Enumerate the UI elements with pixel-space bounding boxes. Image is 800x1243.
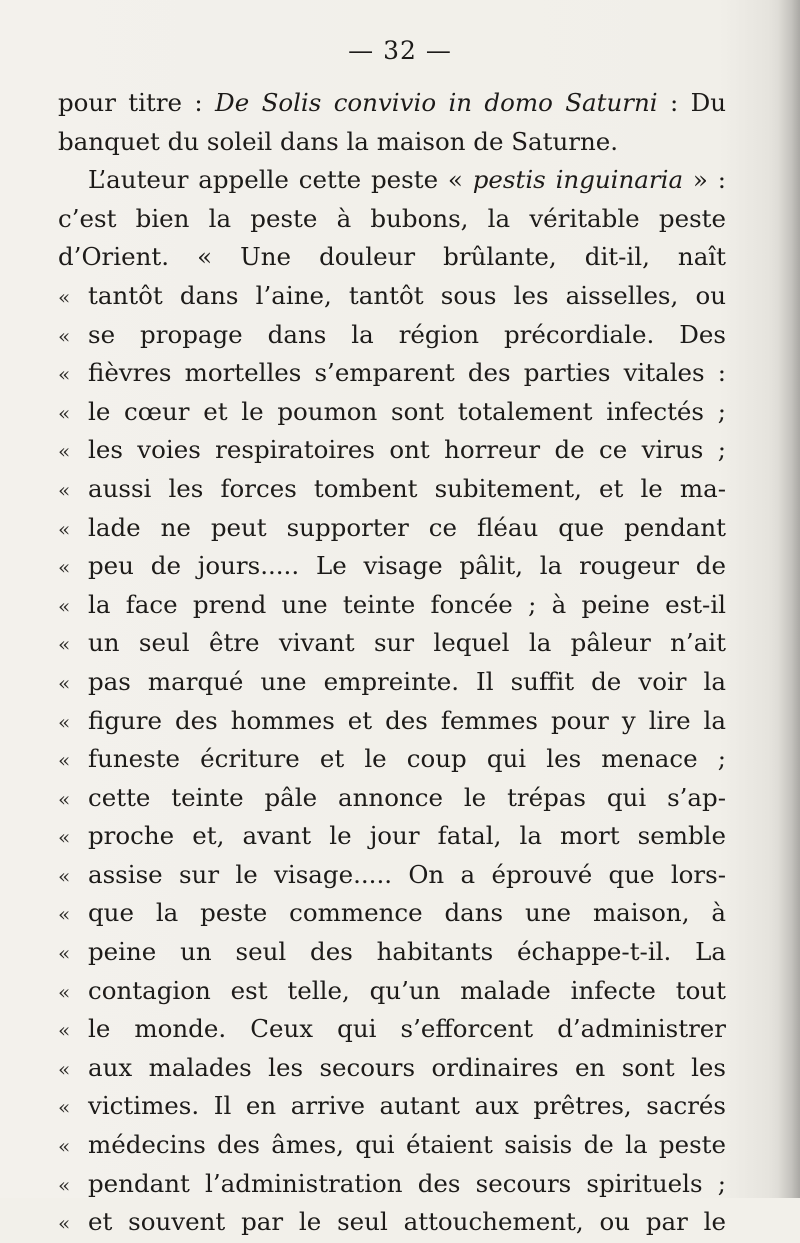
text-run: médecins des âmes, qui étaient saisis de la peste [88, 1130, 726, 1160]
text-run: tantôt dans l’aine, tantôt sous les aisselles, ou [88, 280, 726, 310]
text-run: assise sur le visage..... On a éprouvé que lors- [88, 859, 726, 889]
text-run: cette teinte pâle annonce le trépas qui s’ap- [88, 782, 726, 812]
text-line [58, 470, 726, 509]
text-line [58, 933, 726, 972]
text-line [58, 277, 726, 316]
text-line [58, 393, 726, 432]
quote-mark: « [58, 400, 71, 425]
quote-mark: « [58, 323, 71, 348]
text-line [58, 1126, 726, 1165]
text-line [58, 509, 726, 548]
text-line [58, 702, 726, 741]
text-run: la face prend une teinte foncée ; à peine est-il [88, 589, 726, 619]
text-line [58, 123, 726, 162]
quote-mark: « [58, 1134, 71, 1159]
quote-mark: « [58, 555, 71, 580]
italic-text: De Solis convivio in domo Saturni [215, 88, 658, 117]
text-run: pas marqué une empreinte. Il suffit de voir la [88, 666, 726, 696]
quote-mark: « [58, 632, 71, 657]
quote-mark: « [58, 670, 71, 695]
text-run: figure des hommes et des femmes pour y lire la [88, 705, 726, 735]
text-run: c’est bien la peste à bubons, la véritable peste [58, 203, 726, 233]
text-run: que la peste commence dans une maison, à [88, 898, 726, 928]
text-run: pour titre : [58, 88, 216, 117]
text-line [58, 1049, 726, 1088]
text-line [58, 856, 726, 895]
text-line [58, 1010, 726, 1049]
quote-mark: « [58, 786, 71, 811]
text-run: le cœur et le poumon sont totalement infectés ; [88, 396, 726, 426]
text-run: proche et, avant le jour fatal, la mort semble [88, 821, 726, 851]
quote-mark: « [58, 439, 71, 464]
text-run: et souvent par le seul attouchement, ou par le [88, 1207, 726, 1237]
text-run: banquet du soleil dans la maison de Saturne. [58, 126, 619, 156]
text-line [58, 894, 726, 933]
text-line [58, 161, 726, 200]
quote-mark: « [58, 709, 71, 734]
text-line [58, 972, 726, 1011]
quote-mark: « [58, 1056, 71, 1081]
quote-mark: « [58, 1095, 71, 1120]
quote-mark: « [58, 593, 71, 618]
text-line [58, 1165, 726, 1204]
text-run: aux malades les secours ordinaires en sont les [88, 1052, 726, 1082]
text-run: les voies respiratoires ont horreur de ce virus ; [88, 435, 726, 465]
text-run: L’auteur appelle cette peste « [88, 165, 473, 195]
text-line [58, 84, 726, 123]
page-edge-shadow [778, 0, 800, 1198]
text-run: contagion est telle, qu’un malade infecte tout [88, 975, 726, 1005]
italic-text: pestis inguinaria [472, 165, 684, 195]
text-line [58, 354, 726, 393]
quote-mark: « [58, 979, 71, 1004]
text-line [58, 624, 726, 663]
text-line [58, 817, 726, 856]
text-line [58, 740, 726, 779]
text-run: » : [683, 165, 726, 195]
body-text [58, 84, 726, 1242]
text-run: aussi les forces tombent subitement, et le ma- [88, 473, 726, 503]
quote-mark: « [58, 863, 71, 888]
quote-mark: « [58, 748, 71, 773]
text-run: lade ne peut supporter ce fléau que pendant [88, 512, 726, 542]
quote-mark: « [58, 902, 71, 927]
quote-mark: « [58, 1172, 71, 1197]
text-line [58, 663, 726, 702]
text-line [58, 238, 726, 277]
text-run: pendant l’administration des secours spirituels ; [88, 1168, 726, 1198]
quote-mark: « [58, 284, 71, 309]
quote-mark: « [58, 941, 71, 966]
text-run: un seul être vivant sur lequel la pâleur n’ait [88, 628, 726, 658]
text-run: se propage dans la région précordiale. Des [88, 319, 726, 349]
text-line [58, 547, 726, 586]
quote-mark: « [58, 477, 71, 502]
text-line [58, 586, 726, 625]
text-run: fièvres mortelles s’emparent des parties vitales : [88, 358, 726, 388]
text-line [58, 1087, 726, 1126]
text-run: : Du [657, 88, 727, 117]
text-run: peine un seul des habitants échappe-t-il. La [88, 937, 726, 967]
quote-mark: « [58, 362, 71, 387]
text-run: funeste écriture et le coup qui les menace ; [88, 744, 726, 774]
text-line [58, 779, 726, 818]
text-line [58, 316, 726, 355]
quote-mark: « [58, 825, 71, 850]
page-number: — 32 — [348, 36, 452, 65]
quote-mark: « [58, 1211, 71, 1236]
text-line [58, 200, 726, 239]
text-line [58, 431, 726, 470]
text-line [58, 1203, 726, 1242]
text-run: le monde. Ceux qui s’efforcent d’administrer [88, 1014, 726, 1044]
quote-mark: « [58, 1018, 71, 1043]
text-run: d’Orient. « Une douleur brûlante, dit-il, naît [58, 242, 726, 272]
text-run: victimes. Il en arrive autant aux prêtres, sacrés [88, 1091, 726, 1121]
quote-mark: « [58, 516, 71, 541]
text-run: peu de jours..... Le visage pâlit, la rougeur de [88, 551, 726, 581]
